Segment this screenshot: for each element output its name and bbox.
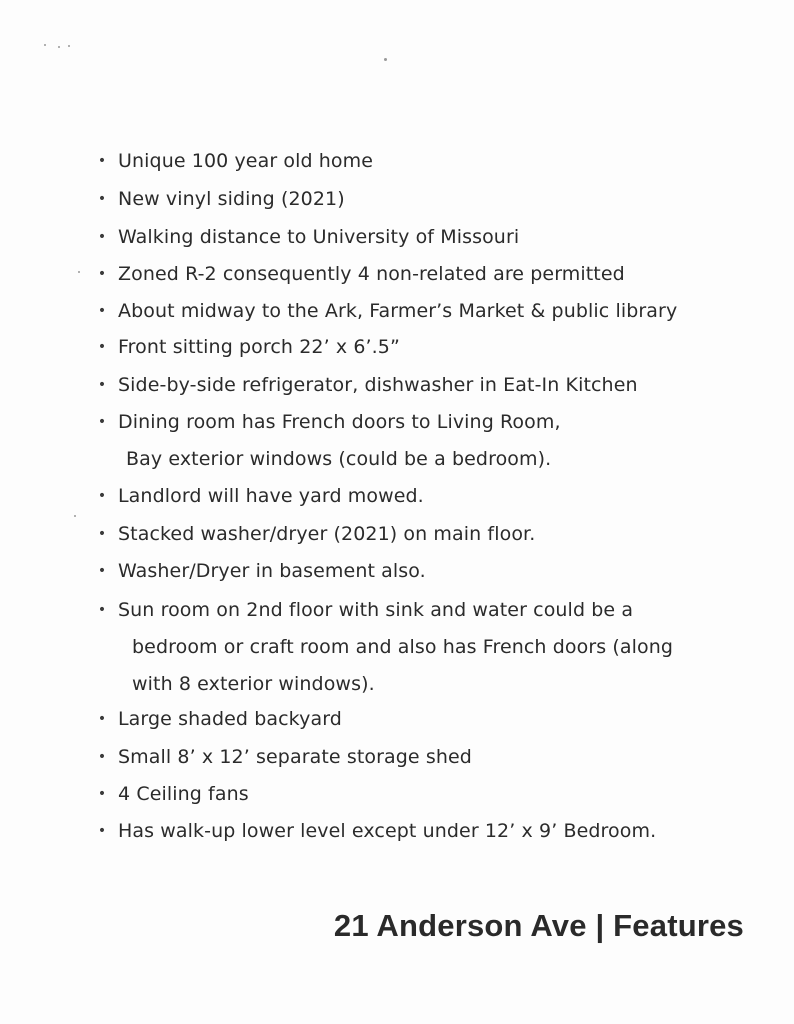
feature-text-block: [118, 592, 673, 703]
bullet-icon: •: [97, 303, 107, 319]
feature-text: Zoned R-2 consequently 4 non-related are permitted: [118, 263, 625, 285]
scan-speck: [58, 46, 60, 48]
feature-text: Has walk-up lower level except under 12’ x 9’ Bedroom.: [118, 820, 657, 842]
bullet-icon: •: [97, 602, 107, 618]
feature-continuation-text: bedroom or craft room and also has French doors (along: [132, 636, 674, 658]
bullet-icon: •: [97, 377, 107, 393]
feature-text: Small 8’ x 12’ separate storage shed: [118, 746, 472, 768]
feature-text: Stacked washer/dryer (2021) on main floor.: [118, 523, 536, 545]
feature-text: 4 Ceiling fans: [118, 783, 249, 805]
feature-text: Sun room on 2nd floor with sink and water could be a: [118, 599, 634, 621]
bullet-icon: •: [97, 786, 107, 802]
scan-speck: [384, 58, 387, 61]
scan-speck: [74, 515, 76, 517]
bullet-icon: •: [97, 488, 107, 504]
feature-text: About midway to the Ark, Farmer’s Market & public library: [118, 300, 678, 322]
feature-text: Landlord will have yard mowed.: [118, 485, 424, 507]
feature-text: Unique 100 year old home: [118, 150, 374, 172]
feature-text: Side-by-side refrigerator, dishwasher in Eat-In Kitchen: [118, 374, 638, 396]
feature-text-block: [118, 404, 561, 478]
feature-continuation-text: with 8 exterior windows).: [132, 673, 375, 695]
bullet-icon: •: [97, 563, 107, 579]
feature-text: Walking distance to University of Missouri: [118, 226, 520, 248]
feature-text: Large shaded backyard: [118, 708, 342, 730]
feature-text: New vinyl siding (2021): [118, 188, 345, 210]
bullet-icon: •: [97, 229, 107, 245]
scan-speck: [78, 271, 80, 273]
bullet-icon: •: [97, 749, 107, 765]
bullet-icon: •: [97, 266, 107, 282]
bullet-icon: •: [97, 823, 107, 839]
bullet-icon: •: [97, 414, 107, 430]
feature-continuation-text: Bay exterior windows (could be a bedroom).: [126, 448, 552, 470]
scan-speck: [68, 45, 70, 47]
feature-text: Front sitting porch 22’ x 6’.5”: [118, 336, 400, 358]
page-title: 21 Anderson Ave | Features: [333, 908, 744, 943]
bullet-icon: •: [97, 153, 107, 169]
bullet-icon: •: [97, 526, 107, 542]
bullet-icon: •: [97, 711, 107, 727]
feature-text: Dining room has French doors to Living Room,: [118, 411, 561, 433]
bullet-icon: •: [97, 191, 107, 207]
scan-speck: [44, 44, 46, 46]
bullet-icon: •: [97, 339, 107, 355]
feature-text: Washer/Dryer in basement also.: [118, 560, 426, 582]
